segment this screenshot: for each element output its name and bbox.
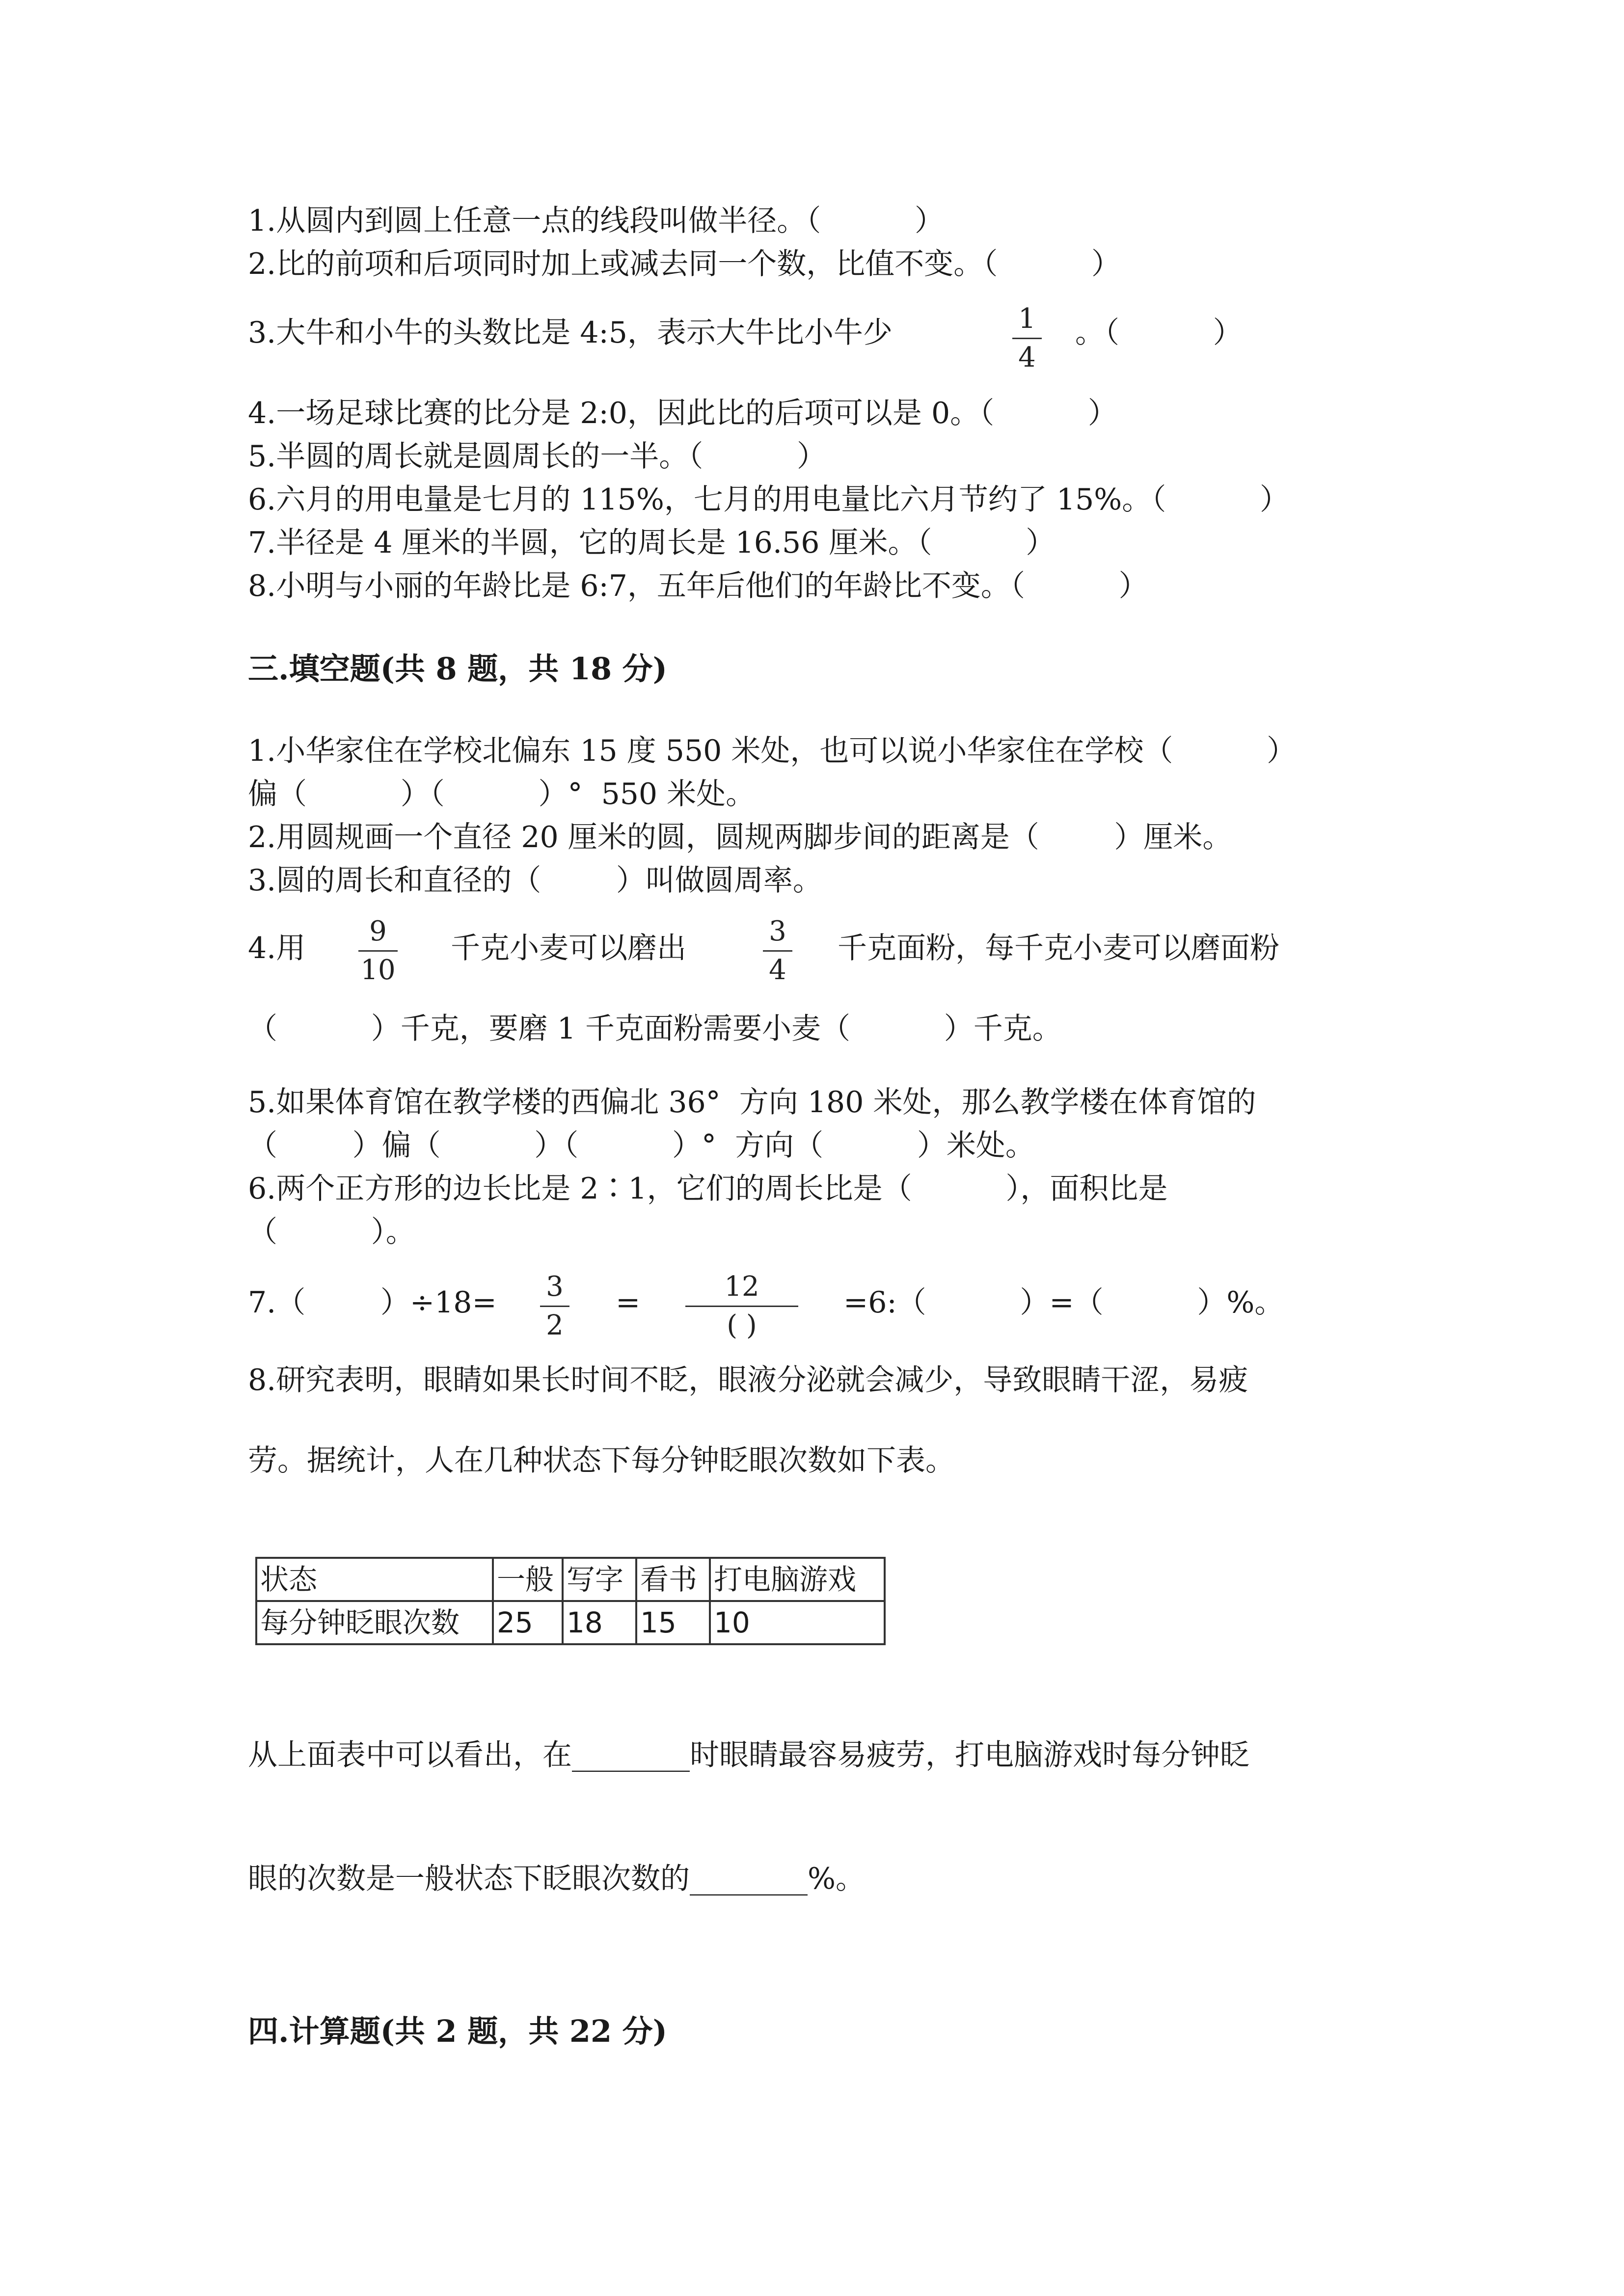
- fraction-bar: [685, 1306, 798, 1307]
- fraction-numerator: 3: [769, 915, 786, 947]
- fill-question-1-line-1: 1.小华家住在学校北偏东 15 度 550 米处，也可以说小华家住在学校（ ）: [248, 734, 1297, 768]
- fraction-three-quarters: [763, 915, 792, 986]
- fraction-denominator: ( ): [727, 1309, 757, 1341]
- fraction-bar: [1012, 338, 1042, 339]
- fill-question-8-line-3: 从上面表中可以看出，在________时眼睛最容易疲劳，打电脑游戏时每分钟眨: [248, 1738, 1249, 1772]
- judgement-question-1: 1.从圆内到圆上任意一点的线段叫做半径。（ ）: [248, 204, 944, 238]
- fill-question-5-line-2: （ ）偏（ ）（ ）° 方向（ ）米处。: [248, 1128, 1035, 1163]
- table-cell: 每分钟眨眼次数: [256, 1601, 493, 1644]
- section-4-title: 四.计算题(共 2 题，共 22 分): [248, 2013, 668, 2049]
- fill-question-6-line-1: 6.两个正方形的边长比是 2∶1，它们的周长比是（ ），面积比是: [248, 1172, 1168, 1206]
- table-cell: 10: [710, 1601, 885, 1644]
- table-header-row: [256, 1558, 885, 1601]
- fraction-denominator: 4: [1018, 342, 1036, 374]
- fill-question-4-suffix: 千克面粉，每千克小麦可以磨面粉: [838, 931, 1279, 965]
- fraction-bar: [358, 950, 398, 952]
- fraction-bar: [540, 1306, 569, 1307]
- fraction-denominator: 10: [360, 954, 396, 986]
- fill-question-8-line-4: 眼的次数是一般状态下眨眼次数的________%。: [248, 1862, 866, 1896]
- fill-question-3: 3.圆的周长和直径的（ ）叫做圆周率。: [248, 863, 822, 898]
- fraction-bar: [763, 950, 792, 952]
- judgement-question-2: 2.比的前项和后项同时加上或减去同一个数，比值不变。（ ）: [248, 247, 1121, 281]
- table-cell: 15: [636, 1601, 710, 1644]
- judgement-question-7: 7.半径是 4 厘米的半圆，它的周长是 16.56 厘米。（ ）: [248, 526, 1056, 560]
- judgement-question-3-end: 。（ ）: [1075, 316, 1243, 350]
- table-cell: 写字: [563, 1558, 636, 1601]
- fill-question-6-line-2: （ ）。: [248, 1215, 415, 1249]
- fill-question-1-line-2: 偏（ ）（ ）° 550 米处。: [248, 777, 756, 811]
- fraction-twelve-over-blank: [685, 1273, 798, 1339]
- judgement-question-6: 6.六月的用电量是七月的 115%，七月的用电量比六月节约了 15%。（ ）: [248, 482, 1290, 517]
- fill-question-2: 2.用圆规画一个直径 20 厘米的圆，圆规两脚步间的距离是（ ）厘米。: [248, 820, 1232, 854]
- judgement-question-3-text: 3.大牛和小牛的头数比是 4:5，表示大牛比小牛少: [248, 316, 893, 350]
- fill-question-7-prefix: 7.（ ）÷18=: [248, 1285, 497, 1320]
- fraction-denominator: 2: [546, 1309, 564, 1341]
- fill-question-4-prefix: 4.用: [248, 931, 306, 965]
- judgement-question-4: 4.一场足球比赛的比分是 2:0，因此比的后项可以是 0。（ ）: [248, 396, 1117, 430]
- fill-question-4-middle: 千克小麦可以磨出: [451, 931, 686, 965]
- table-cell: 一般: [493, 1558, 563, 1601]
- fraction-numerator: 12: [724, 1271, 759, 1303]
- fill-question-7-suffix: =6:（ ）=（ ）%。: [843, 1285, 1284, 1320]
- fraction-numerator: 3: [546, 1271, 564, 1303]
- fill-question-8-line-1: 8.研究表明，眼睛如果长时间不眨，眼液分泌就会减少，导致眼睛干涩，易疲: [248, 1363, 1248, 1397]
- judgement-question-5: 5.半圆的周长就是圆周长的一半。（ ）: [248, 439, 826, 474]
- fraction-one-quarter: [1012, 305, 1042, 372]
- fill-question-4-line-2: （ ）千克，要磨 1 千克面粉需要小麦（ ）千克。: [248, 1012, 1062, 1046]
- section-3-title: 三.填空题(共 8 题，共 18 分): [248, 651, 668, 687]
- fraction-three-halves: [540, 1273, 569, 1339]
- table-cell: 18: [563, 1601, 636, 1644]
- table-cell: 看书: [636, 1558, 710, 1601]
- fill-question-8-line-2: 劳。据统计，人在几种状态下每分钟眨眼次数如下表。: [248, 1443, 955, 1478]
- fraction-denominator: 4: [769, 954, 786, 986]
- table-cell: 打电脑游戏: [710, 1558, 885, 1601]
- fraction-nine-tenths: [358, 915, 398, 986]
- table-cell: 状态: [256, 1558, 493, 1601]
- judgement-question-8: 8.小明与小丽的年龄比是 6:7，五年后他们的年龄比不变。（ ）: [248, 569, 1148, 603]
- table-row: [256, 1601, 885, 1644]
- fraction-numerator: 9: [369, 915, 387, 947]
- fill-question-5-line-1: 5.如果体育馆在教学楼的西偏北 36° 方向 180 米处，那么教学楼在体育馆的: [248, 1085, 1256, 1120]
- table-cell: 25: [493, 1601, 563, 1644]
- fill-question-7-equals: =: [616, 1285, 641, 1320]
- fraction-numerator: 1: [1018, 303, 1036, 335]
- blink-count-table: [255, 1557, 886, 1645]
